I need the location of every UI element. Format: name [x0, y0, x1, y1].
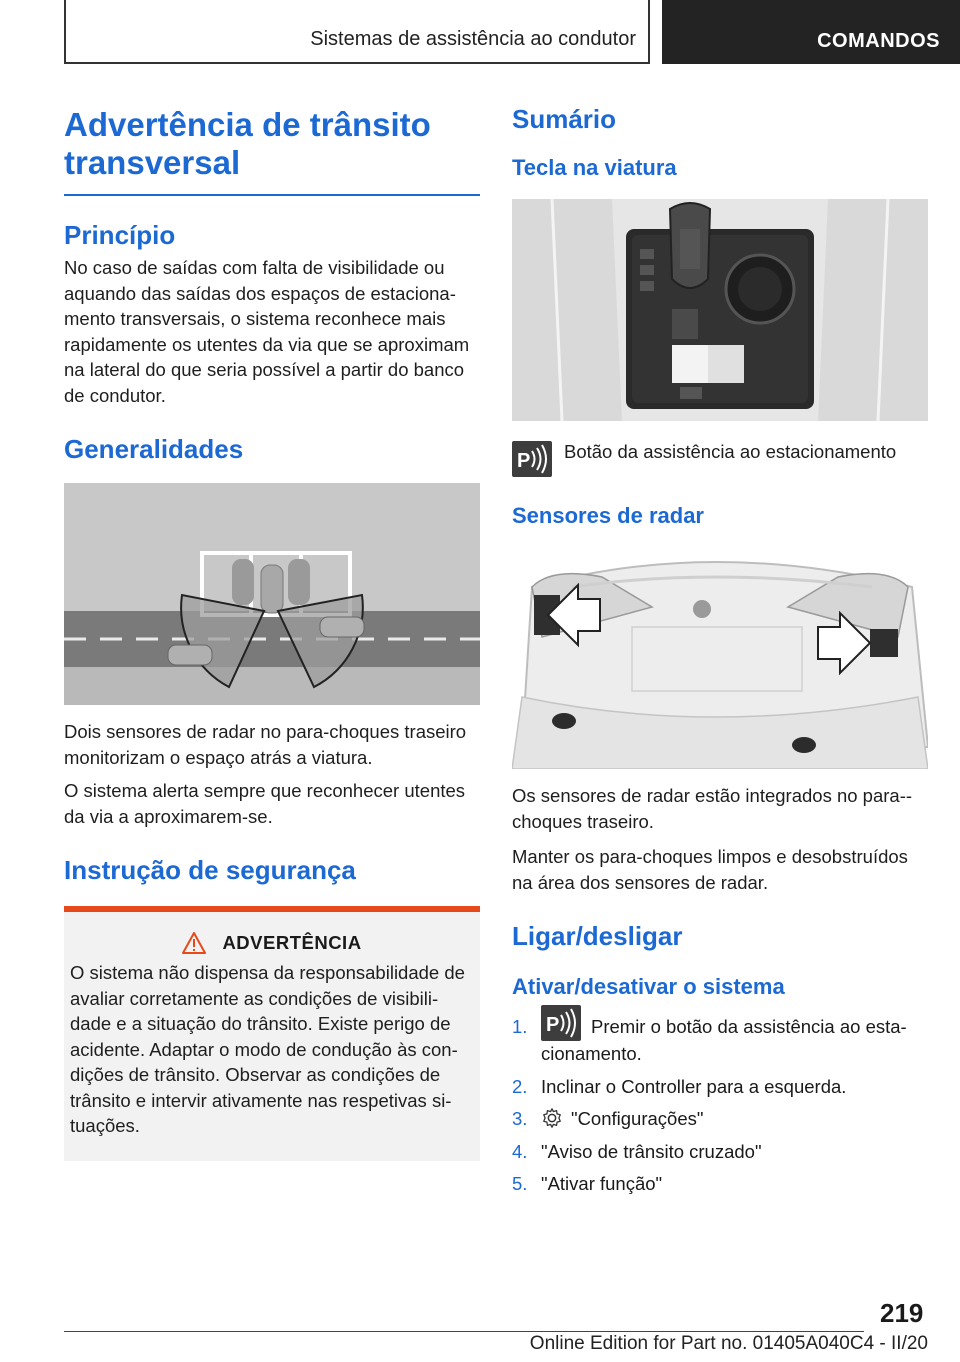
safety-heading: Instrução de segurança	[64, 855, 356, 885]
list-item	[512, 1106, 928, 1132]
step-text: Inclinar o Controller para a esquerda.	[541, 1075, 847, 1097]
principle-text: No caso de saídas com falta de visibilidade ou aquando das saídas dos espaços de estaciona-mento transversais, o sistema reconhece mais rapidamente os utentes da via que se aproximam na lateral do que seria possível a partir do banco de condutor.	[64, 257, 470, 406]
step-number: 4.	[512, 1140, 528, 1162]
general-heading: Generalidades	[64, 434, 244, 464]
header-divider	[648, 0, 650, 64]
step-number: 1.	[512, 1016, 528, 1037]
warning-box	[64, 912, 480, 1161]
warning-title: ADVERTÊNCIA	[222, 932, 362, 953]
gear-icon	[541, 1107, 563, 1129]
step-number: 5.	[512, 1173, 528, 1195]
title-rule	[64, 194, 480, 196]
svg-text:P: P	[546, 1014, 560, 1037]
park-assist-button-icon	[541, 1005, 581, 1041]
button-caption: Botão da assistência ao estacionamento	[564, 441, 897, 462]
step-number: 3.	[512, 1108, 528, 1130]
general-text-2: O sistema alerta sempre que reconhecer utentes da via a aproximarem-se.	[64, 780, 466, 827]
page-title-line2: transversal	[64, 144, 241, 181]
page-title	[64, 106, 480, 182]
radar-heading: Sensores de radar	[512, 503, 704, 528]
list-item	[512, 1074, 928, 1100]
car-rear-figure	[512, 547, 928, 769]
button-legend	[512, 441, 928, 477]
list-item	[512, 1139, 928, 1165]
warning-text: O sistema não dispensa da responsabilidade de avaliar corretamente as condições de visibili-dade e a situação do trânsito. Existe perigo de acidente. Adaptar o modo de condução às con-dições de trânsito. Observar as condições de trânsito e intervir ativamente nas respetivas si-tuações.	[70, 962, 465, 1136]
warning-block	[64, 906, 480, 1161]
key-heading: Tecla na viatura	[512, 155, 677, 180]
page-title-line1: Advertência de trânsito	[64, 106, 431, 143]
step-text: "Aviso de trânsito cruzado"	[541, 1140, 762, 1162]
svg-text:P: P	[517, 450, 531, 472]
right-column	[512, 100, 928, 1204]
general-text-1: Dois sensores de radar no para-choques traseiro monitorizam o espaço atrás a viatura.	[64, 721, 467, 768]
step-text: "Configurações"	[571, 1108, 704, 1130]
principle-heading: Princípio	[64, 220, 176, 250]
summary-heading: Sumário	[512, 104, 617, 134]
left-column	[64, 100, 480, 1161]
steps-list	[512, 1014, 928, 1197]
step-text: Premir o botão da assistência ao esta-cionamento.	[541, 1016, 907, 1065]
header-bottom-rule	[64, 62, 650, 64]
header-section-title: Sistemas de assistência ao condutor	[310, 28, 636, 50]
parking-diagram	[64, 483, 480, 705]
console-figure	[512, 199, 928, 421]
radar-text-2: Manter os para-choques limpos e desobstruídos na área dos sensores de radar.	[512, 846, 908, 893]
radar-text-1: Os sensores de radar estão integrados no para--choques traseiro.	[512, 785, 913, 832]
car-rear-image	[512, 547, 928, 769]
warning-triangle-icon	[182, 932, 206, 954]
onoff-heading: Ligar/desligar	[512, 921, 683, 951]
header-tab-label: COMANDOS	[817, 30, 940, 52]
activate-heading: Ativar/desativar o sistema	[512, 974, 785, 999]
page-number: 219	[880, 1298, 924, 1328]
list-item	[512, 1171, 928, 1197]
step-number: 2.	[512, 1075, 528, 1097]
park-assist-button-icon	[512, 441, 552, 477]
parking-diagram-figure	[64, 483, 480, 705]
console-image	[512, 199, 928, 421]
step-text: "Ativar função"	[541, 1173, 663, 1195]
footer-rule	[64, 1331, 864, 1332]
warning-header	[70, 932, 474, 954]
footer-edition: Online Edition for Part no. 01405A040C4 - II/20	[529, 1333, 928, 1354]
list-item	[512, 1014, 928, 1067]
